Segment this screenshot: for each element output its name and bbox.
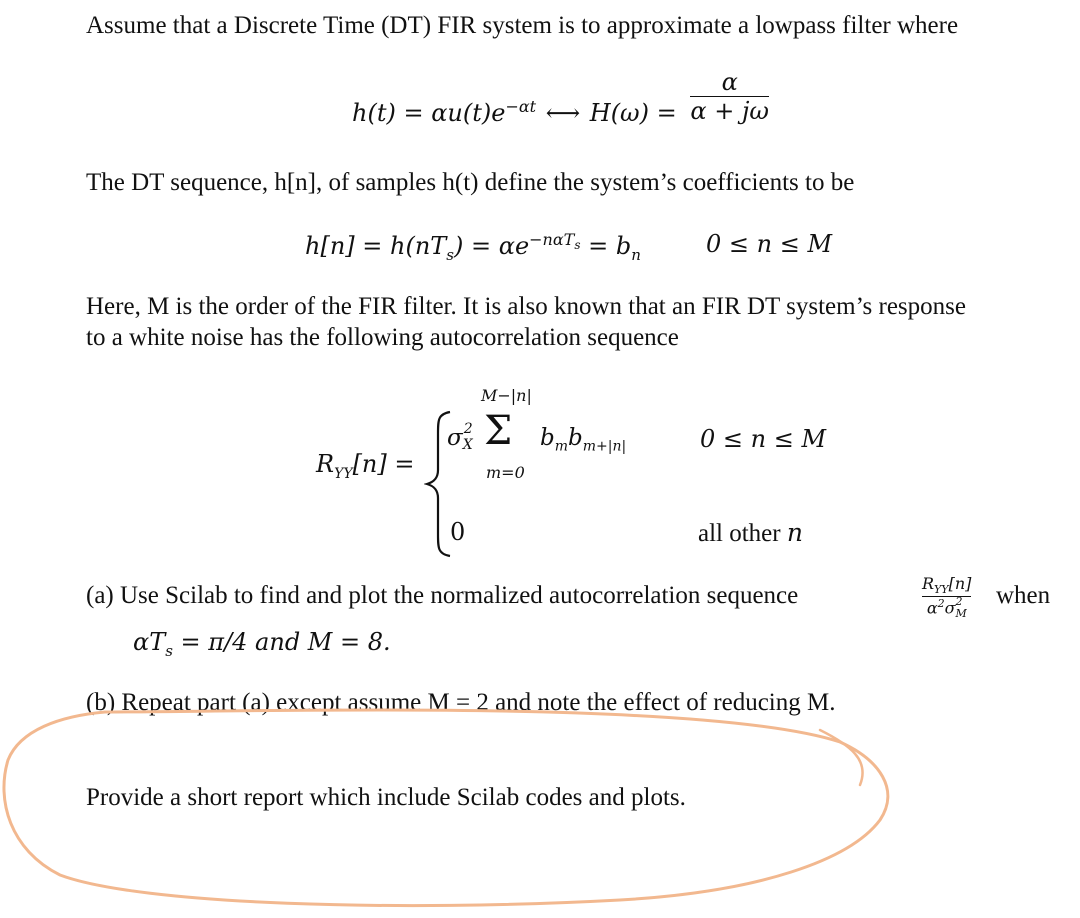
eq2-rhs-sub: n — [631, 245, 641, 264]
eq3-lhs-sub: YY — [334, 465, 353, 482]
eq1-fraction — [690, 68, 769, 125]
coefficients-text: The DT sequence, h[n], of samples h(t) define the system’s coefficients to be — [86, 169, 855, 196]
eq1-arrow: ⟷ — [545, 99, 581, 127]
eq1-lhs: h(t) = αu(t)e — [352, 99, 506, 127]
eq3-b2-sub: m+|n| — [582, 438, 627, 455]
frac-num-sub: YY — [934, 583, 949, 597]
eq3-sigma-x — [447, 421, 477, 453]
eq3-sigma: σ — [447, 425, 463, 451]
eq3-lhs-rest: [n] = — [352, 450, 415, 478]
eq1-denominator: α + jω — [690, 97, 769, 125]
frac-den-sigma: σ — [944, 598, 956, 618]
equation-impulse-response — [352, 68, 769, 125]
frac-num-rest: [n] — [948, 574, 972, 593]
normalization-fraction — [922, 574, 971, 618]
eq2-lhs: h[n] = h(nT — [305, 232, 447, 260]
sum-lower-limit: m=0 — [486, 463, 525, 482]
eq1-numerator: α — [721, 68, 738, 96]
eq3-lhs-r: R — [316, 450, 335, 478]
frac-den-sup: 2 — [937, 597, 945, 611]
part-a-line2-sub: s — [165, 641, 173, 660]
eq3-product-term — [540, 425, 626, 455]
frac-den-alpha: α — [926, 598, 938, 618]
part-a-line2 — [133, 628, 391, 660]
order-text-line2: to a white noise has the following autocorrelation sequence — [86, 324, 679, 351]
eq3-sigma-sub: X — [462, 437, 473, 453]
eq2-rhs: = b — [580, 232, 632, 260]
part-a-line1 — [86, 582, 798, 610]
frac-num-r: R — [922, 574, 935, 593]
eq3-b1-sub: m — [554, 438, 569, 455]
eq3-sigma-sup: 2 — [463, 421, 473, 437]
intro-text: Assume that a Discrete Time (DT) FIR system is to approximate a lowpass filter where — [86, 12, 959, 39]
part-a-text: (a) Use Scilab to find and plot the normalized autocorrelation sequence — [86, 582, 799, 609]
eq1-exponent: −αt — [505, 97, 537, 116]
eq2-exponent-sub: s — [574, 238, 581, 253]
closing-text: Provide a short report which include Scilab codes and plots. — [86, 784, 686, 811]
case2-value: 0 — [450, 518, 466, 546]
sum-symbol: Σ — [484, 408, 513, 454]
sum-upper-limit: M−|n| — [481, 386, 532, 405]
eq2-range: 0 ≤ n ≤ M — [706, 230, 833, 258]
frac-den-sigma-sub: M — [955, 606, 967, 620]
part-a-line2-lead: αT — [133, 628, 166, 656]
part-a-when: when — [996, 582, 1051, 609]
eq2-exponent: −nαT — [529, 230, 575, 249]
part-b-text: (b) Repeat part (a) except assume M = 2 and note the effect of reducing M. — [86, 689, 836, 716]
eq3-lhs — [316, 450, 414, 482]
case2-condition: all other n — [698, 518, 803, 547]
eq2-mid: ) = αe — [454, 232, 530, 260]
frac-den-sigma-sup: 2 — [955, 594, 963, 608]
eq3-b2: b — [568, 425, 583, 451]
eq2-sub-s: s — [446, 245, 454, 264]
eq1-mid: H(ω) = — [589, 99, 677, 127]
part-a-line2-rest: = π/4 and M = 8. — [172, 628, 391, 656]
equation-sampled-sequence — [305, 230, 641, 264]
case1-condition: 0 ≤ n ≤ M — [700, 425, 827, 453]
eq3-b1: b — [540, 425, 555, 451]
order-text-line1: Here, M is the order of the FIR filter. It is also known that an FIR DT system’s response — [86, 293, 966, 320]
